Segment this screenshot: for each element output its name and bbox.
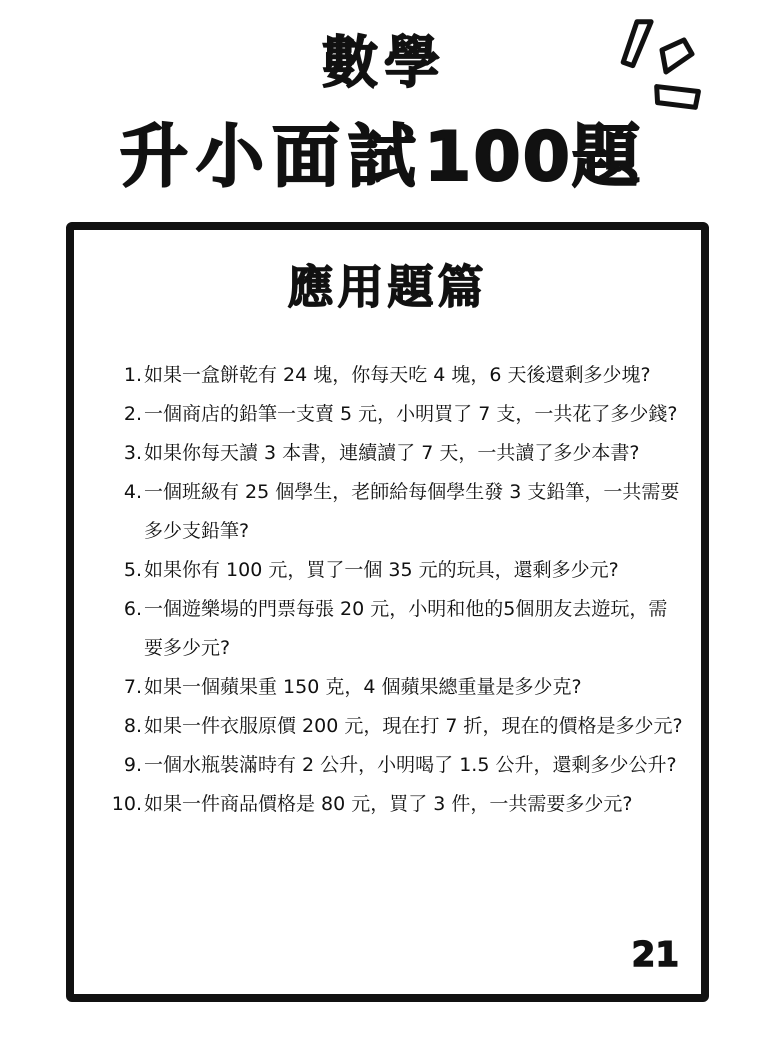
page-number: 21 <box>631 935 679 975</box>
page-title <box>0 118 768 197</box>
question-number: 4. <box>123 481 142 503</box>
question-item <box>104 746 684 785</box>
question-item <box>104 785 684 824</box>
question-text: 一個遊樂場的門票每張 20 元，小明和他的5個朋友去遊玩，需要多少元? <box>144 598 668 659</box>
question-text: 如果一個蘋果重 150 克，4 個蘋果總重量是多少克? <box>144 676 582 698</box>
question-number: 3. <box>123 442 142 464</box>
question-item <box>104 590 684 668</box>
question-item <box>104 395 684 434</box>
title-number: 100 <box>424 118 572 197</box>
question-list <box>104 356 684 824</box>
title-suffix: 題 <box>571 118 648 197</box>
question-text: 如果一件商品價格是 80 元，買了 3 件，一共需要多少元? <box>144 793 633 815</box>
question-number: 8. <box>123 715 142 737</box>
question-text: 如果你每天讀 3 本書，連續讀了 7 天，一共讀了多少本書? <box>144 442 640 464</box>
question-item <box>104 356 684 395</box>
question-text: 如果一件衣服原價 200 元，現在打 7 折，現在的價格是多少元? <box>144 715 683 737</box>
section-title: 應用題篇 <box>287 260 488 314</box>
question-number: 10. <box>111 793 142 815</box>
question-item <box>104 434 684 473</box>
subject-title: 數學 <box>322 31 446 96</box>
question-item <box>104 668 684 707</box>
question-text: 一個水瓶裝滿時有 2 公升，小明喝了 1.5 公升，還剩多少公升? <box>144 754 677 776</box>
question-number: 2. <box>123 403 142 425</box>
emphasis-strokes-icon <box>612 10 722 120</box>
question-text: 一個商店的鉛筆一支賣 5 元，小明買了 7 支，一共花了多少錢? <box>144 403 678 425</box>
question-text: 如果你有 100 元，買了一個 35 元的玩具，還剩多少元? <box>144 559 619 581</box>
question-number: 1. <box>123 364 142 386</box>
question-text: 一個班級有 25 個學生，老師給每個學生發 3 支鉛筆，一共需要多少支鉛筆? <box>144 481 680 542</box>
question-text: 如果一盒餅乾有 24 塊，你每天吃 4 塊，6 天後還剩多少塊? <box>144 364 651 386</box>
question-number: 9. <box>123 754 142 776</box>
question-item <box>104 473 684 551</box>
question-item <box>104 551 684 590</box>
question-item <box>104 707 684 746</box>
questions-card <box>66 222 709 1002</box>
question-number: 6. <box>123 598 142 620</box>
question-number: 7. <box>123 676 142 698</box>
title-prefix: 升小面試 <box>120 118 425 197</box>
question-number: 5. <box>123 559 142 581</box>
